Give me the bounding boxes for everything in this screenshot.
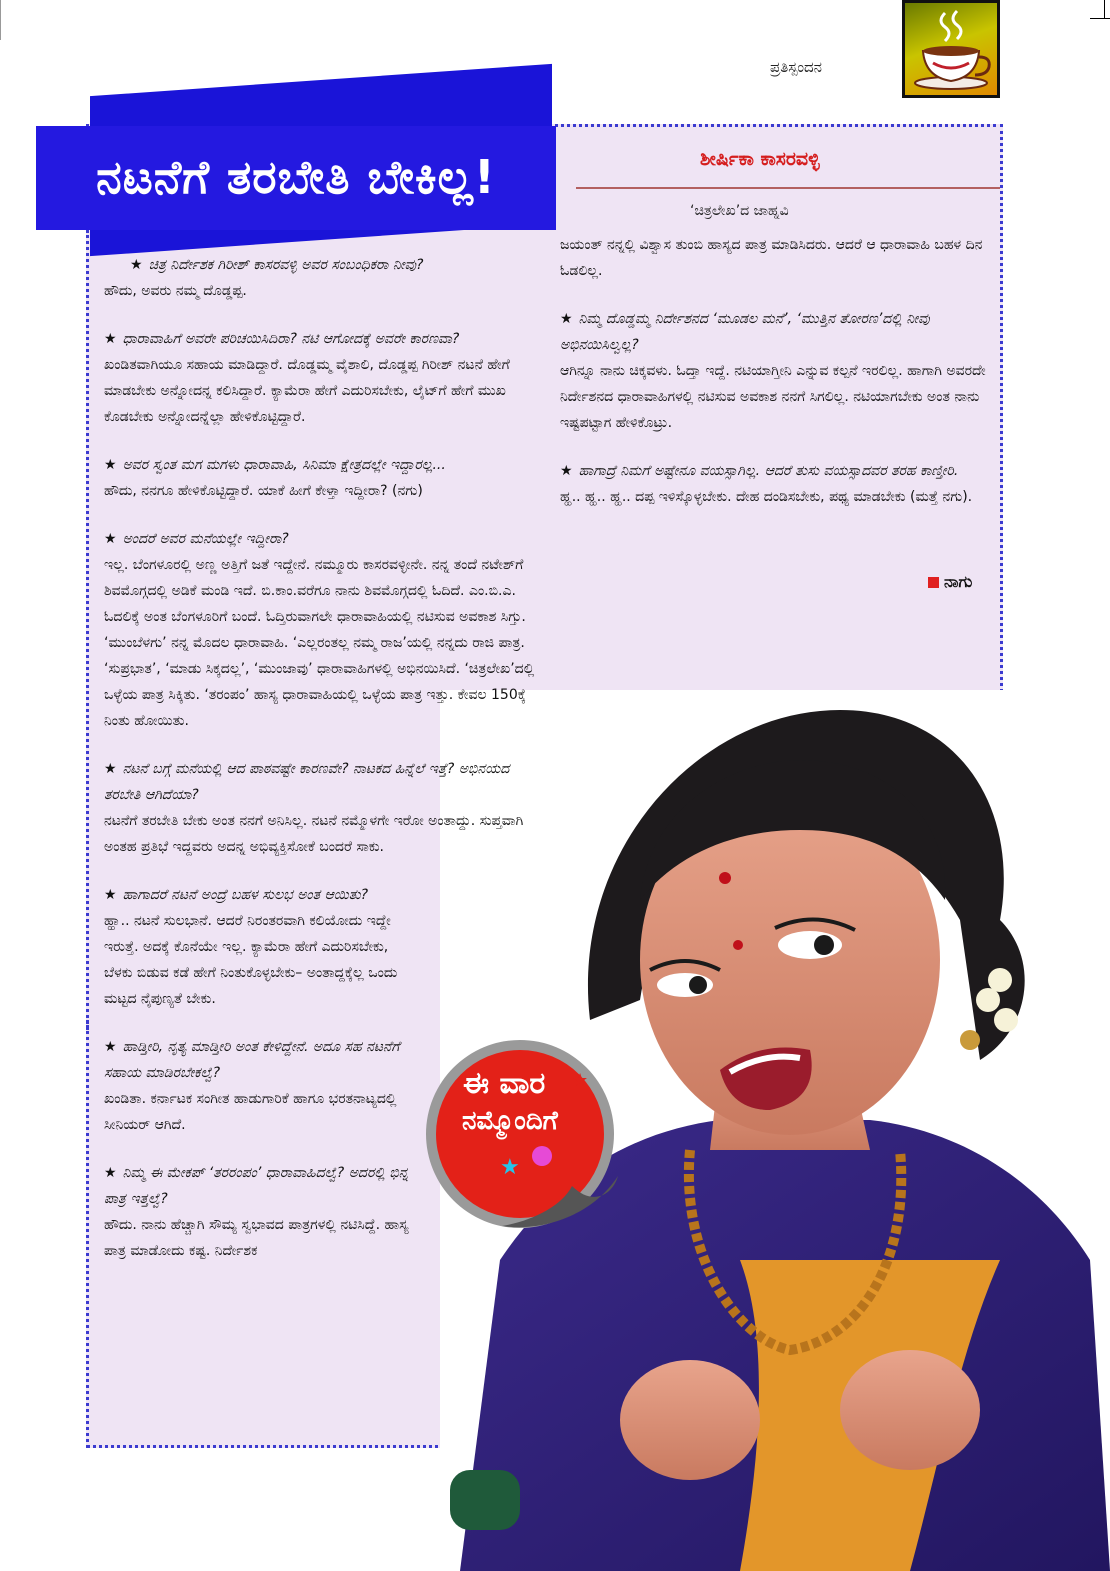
star-icon: ★ bbox=[104, 761, 117, 777]
star-icon: ★ bbox=[104, 331, 117, 347]
question: ★ ನಿಮ್ಮ ದೊಡ್ಡಮ್ಮ ನಿರ್ದೇಶನದ ‘ಮೂಡಲ ಮನೆ’, ‘ಮುತ್ತಿನ ತೋರಣ’ದಲ್ಲಿ ನೀವು ಅಭಿನಯಿಸಿಲ್ವಲ್ಲ? bbox=[560, 311, 930, 353]
question: ★ ಚಿತ್ರ ನಿರ್ದೇಶಕ ಗಿರೀಶ್ ಕಾಸರವಳ್ಳಿ ಅವರ ಸಂಬಂಧಿಕರಾ ನೀವು? bbox=[130, 257, 424, 273]
author-name: ಶೀರ್ಷಿಕಾ ಕಾಸರವಳ್ಳಿ bbox=[700, 148, 820, 170]
right-column bbox=[560, 232, 990, 510]
badge-line-2: ನಮ್ಮೊಂದಿಗೆ bbox=[462, 1106, 558, 1136]
star-icon: ★ bbox=[104, 1165, 117, 1181]
crop-mark-vertical bbox=[1104, 0, 1105, 18]
panel-border-left bbox=[86, 230, 89, 1030]
question: ★ ಅಂದರೆ ಅವರ ಮನೆಯಲ್ಲೇ ಇದ್ದೀರಾ? bbox=[104, 531, 289, 547]
photo-caption: ‘ಚಿತ್ರಲೇಖ’ದ ಜಾಹ್ನವಿ bbox=[690, 203, 789, 219]
answer: ಜಯಂತ್ ನನ್ನಲ್ಲಿ ವಿಶ್ವಾಸ ತುಂಬಿ ಹಾಸ್ಯದ ಪಾತ್ರ ಮಾಡಿಸಿದರು. ಆದರೆ ಆ ಧಾರಾವಾಹಿ ಬಹಳ ದಿನ ಓಡಲಿಲ್ಲ. bbox=[560, 237, 983, 279]
star-icon: ★ bbox=[104, 531, 117, 547]
question: ★ ಧಾರಾವಾಹಿಗೆ ಅವರೇ ಪರಿಚಯಿಸಿದಿರಾ? ನಟಿ ಆಗೋದಕ್ಕೆ ಅವರೇ ಕಾರಣವಾ? bbox=[104, 331, 460, 347]
star-icon: ★ bbox=[104, 457, 117, 473]
answer: ಆಗಿನ್ನೂ ನಾನು ಚಿಕ್ಕವಳು. ಓದ್ತಾ ಇದ್ದೆ. ನಟಿಯಾಗ್ತೀನಿ ಎನ್ನುವ ಕಲ್ಪನೆ ಇರಲಿಲ್ಲ. ಹಾಗಾಗಿ ಅವರದೇ ನಿರ್ದೇಶನದ ಧಾರಾವಾಹಿಗಳಲ್ಲಿ ನಟಿಸುವ ಅವಕಾಶ ನನಗೆ ಸಿಗಲಿಲ್ಲ. ನಟಿಯಾಗಬೇಕು ಅಂತ ನಾನು ಇಷ್ಟಪಟ್ಟಾಗ ಹೇಳಿಕೊಟ್ರು. bbox=[560, 363, 986, 431]
coffee-cup-icon bbox=[902, 0, 1000, 98]
answer: ಹ್ಹಾ.. ನಟನೆ ಸುಲಭಾನೆ. ಆದರೆ ನಿರಂತರವಾಗಿ ಕಲಿಯೋದು ಇದ್ದೇ ಇರುತ್ತೆ. ಅದಕ್ಕೆ ಕೊನೆಯೇ ಇಲ್ಲ. ಕ್ಯಾಮೆರಾ ಹೇಗೆ ಎದುರಿಸಬೇಕು, ಬೆಳಕು ಬಿಡುವ ಕಡೆ ಹೇಗೆ ನಿಂತುಕೊಳ್ಳಬೇಕು– ಅಂತಾದ್ದಕ್ಕೆಲ್ಲ ಒಂದು ಮಟ್ಟದ ನೈಪುಣ್ಯತೆ ಬೇಕು. bbox=[104, 913, 398, 1007]
badge-line-1: ಈ ವಾರ bbox=[463, 1066, 546, 1101]
answer: ಖಂಡಿತಾ. ಕರ್ನಾಟಕ ಸಂಗೀತ ಹಾಡುಗಾರಿಕೆ ಹಾಗೂ ಭರತನಾಟ್ಯದಲ್ಲಿ ಸೀನಿಯರ್ ಆಗಿದೆ. bbox=[104, 1091, 397, 1133]
crop-mark-left bbox=[0, 0, 1, 40]
star-icon: ★ bbox=[560, 463, 573, 479]
headline-banner bbox=[36, 126, 556, 230]
question: ★ ನಿಮ್ಮ ಈ ಮೇಕಪ್ ‘ತರರಂಪಂ’ ಧಾರಾವಾಹಿದಲ್ವೆ? ಅದರಲ್ಲಿ ಭಿನ್ನ ಪಾತ್ರ ಇತ್ತಲ್ವೆ? bbox=[104, 1165, 409, 1207]
answer: ಹೌದು, ನನಗೂ ಹೇಳಿಕೊಟ್ಟಿದ್ದಾರೆ. ಯಾಕೆ ಹೀಗೆ ಕೇಳ್ತಾ ಇದ್ದೀರಾ? (ನಗು) bbox=[104, 483, 423, 499]
answer: ಹೌದು, ಅವರು ನಮ್ಮ ದೊಡ್ಡಪ್ಪ. bbox=[104, 283, 247, 299]
star-icon: ★ bbox=[130, 257, 143, 273]
answer: ಇಲ್ಲ. ಬೆಂಗಳೂರಲ್ಲಿ ಅಣ್ಣ ಅತ್ತಿಗೆ ಜತೆ ಇದ್ದೇನೆ. ನಮ್ಮೂರು ಕಾಸರವಳ್ಳೀನೇ. ನನ್ನ ತಂದೆ ನಟೇಶ್‌ಗೆ ಶಿವಮೊಗ್ಗದಲ್ಲಿ ಅಡಿಕೆ ಮಂಡಿ ಇದೆ. ಬಿ.ಕಾಂ.ವರೆಗೂ ನಾನು ಶಿವಮೊಗ್ಗದಲ್ಲಿ ಓದಿದೆ. ಎಂ.ಬಿ.ಎ. ಓದಲಿಕ್ಕೆ ಅಂತ ಬೆಂಗಳೂರಿಗೆ ಬಂದೆ. ಓದ್ತಿರುವಾಗಲೇ ಧಾರಾವಾಹಿಯಲ್ಲಿ ನಟಿಸುವ ಅವಕಾಶ ಸಿಗ್ತು. ‘ಮುಂಬೆಳಗು’ ನನ್ನ ಮೊದಲ ಧಾರಾವಾಹಿ. ‘ಎಲ್ಲರಂತಲ್ಲ ನಮ್ಮ ರಾಜ’ಯಲ್ಲಿ ನನ್ನದು ರಾಜಿ ಪಾತ್ರ. ‘ಸುಪ್ರಭಾತ’, ‘ಮಾಡು ಸಿಕ್ಕದಲ್ಲ’, ‘ಮುಂಜಾವು’ ಧಾರಾವಾಹಿಗಳಲ್ಲಿ ಅಭಿನಯಿಸಿದೆ. ‘ಚಿತ್ರಲೇಖ’ದಲ್ಲಿ ಒಳ್ಳೆಯ ಪಾತ್ರ ಸಿಕ್ಕಿತು. ‘ತರಂಪಂ’ ಹಾಸ್ಯ ಧಾರಾವಾಹಿಯಲ್ಲಿ ಒಳ್ಳೆಯ ಪಾತ್ರ ಇತ್ತು. ಕೇವಲ 150ಕ್ಕೆ ನಿಂತು ಹೋಯಿತು. bbox=[104, 557, 535, 729]
star-icon: ★ bbox=[104, 887, 117, 903]
question: ★ ಹಾಗಾದರೆ ನಟನೆ ಅಂದ್ರೆ ಬಹಳ ಸುಲಭ ಅಂತ ಆಯಿತು? bbox=[104, 887, 369, 903]
question: ★ ಹಾಗಾದ್ರೆ ನಿಮಗೆ ಅಷ್ಟೇನೂ ವಯಸ್ಸಾಗಿಲ್ಲ. ಆದರೆ ತುಸು ವಯಸ್ಸಾದವರ ತರಹ ಕಾಣ್ತೀರಿ. bbox=[560, 463, 959, 479]
star-icon: ★ bbox=[104, 1039, 117, 1055]
star-icon: ★ bbox=[560, 311, 573, 327]
red-square-icon bbox=[928, 577, 939, 588]
headline: ನಟನೆಗೆ ತರಬೇತಿ ಬೇಕಿಲ್ಲ! bbox=[96, 150, 496, 204]
question: ★ ಅವರ ಸ್ವಂತ ಮಗ ಮಗಳು ಧಾರಾವಾಹಿ, ಸಿನಿಮಾ ಕ್ಷೇತ್ರದಲ್ಲೇ ಇದ್ದಾರಲ್ಲ... bbox=[104, 457, 446, 473]
answer: ಹ್ಹ.. ಹ್ಹ.. ಹ್ಹ.. ದಪ್ಪ ಇಳಿಸ್ಕೊಳ್ಳಬೇಕು. ದೇಹ ದಂಡಿಸಬೇಕು, ಪಥ್ಯ ಮಾಡಬೇಕು (ಮತ್ತೆ ನಗು). bbox=[560, 489, 973, 505]
answer: ನಟನೆಗೆ ತರಬೇತಿ ಬೇಕು ಅಂತ ನನಗೆ ಅನಿಸಿಲ್ಲ. ನಟನೆ ನಮ್ಮೊಳಗೇ ಇರೋ ಅಂತಾದ್ದು. ಸುಪ್ತವಾಗಿ ಅಂತಹ ಪ್ರತಿಭೆ ಇದ್ದವರು ಅದನ್ನ ಅಭಿವ್ಯಕ್ತಿಸೋಕೆ ಬಂದರೆ ಸಾಕು. bbox=[104, 813, 524, 855]
author-divider bbox=[576, 187, 1000, 189]
signoff: ನಾಗು bbox=[928, 572, 972, 592]
answer: ಹೌದು. ನಾನು ಹೆಚ್ಚಾಗಿ ಸೌಮ್ಯ ಸ್ವಭಾವದ ಪಾತ್ರಗಳಲ್ಲಿ ನಟಿಸಿದ್ದೆ. ಹಾಸ್ಯ ಪಾತ್ರ ಮಾಡೋದು ಕಷ್ಟ. ನಿರ್ದೇಶಕ bbox=[104, 1217, 409, 1259]
answer: ಖಂಡಿತವಾಗಿಯೂ ಸಹಾಯ ಮಾಡಿದ್ದಾರೆ. ದೊಡ್ಡಮ್ಮ ವೈಶಾಲಿ, ದೊಡ್ಡಪ್ಪ ಗಿರೀಶ್ ನಟನೆ ಹೇಗೆ ಮಾಡಬೇಕು ಅನ್ನೋದನ್ನ ಕಲಿಸಿದ್ದಾರೆ. ಕ್ಯಾಮೆರಾ ಹೇಗೆ ಎದುರಿಸಬೇಕು, ಲೈಟ್‌ಗೆ ಹೇಗೆ ಮುಖ ಕೊಡಬೇಕು ಅನ್ನೋದನ್ನೆಲ್ಲಾ ಹೇಳಿಕೊಟ್ಟಿದ್ದಾರೆ. bbox=[104, 357, 510, 425]
svg-text:★: ★ bbox=[500, 1155, 520, 1180]
question: ★ ಹಾಡ್ತೀರಿ, ನೃತ್ಯ ಮಾಡ್ತೀರಿ ಅಂತ ಕೇಳಿದ್ದೇನೆ. ಅದೂ ಸಹ ನಟನೆಗೆ ಸಹಾಯ ಮಾಡಿರಬೇಕಲ್ವೆ? bbox=[104, 1039, 400, 1081]
crop-mark-horizontal bbox=[1090, 18, 1110, 19]
question: ★ ನಟನೆ ಬಗ್ಗೆ ಮನೆಯಲ್ಲಿ ಆದ ಪಾಠವಷ್ಟೇ ಕಾರಣವೇ? ನಾಟಕದ ಹಿನ್ನೆಲೆ ಇತ್ತೆ? ಅಭಿನಯದ ತರಬೇತಿ ಆಗಿದೆಯಾ? bbox=[104, 761, 510, 803]
svg-text:★: ★ bbox=[572, 1070, 589, 1091]
section-label: ಪ್ರತಿಸ್ಪಂದನ bbox=[770, 58, 823, 76]
